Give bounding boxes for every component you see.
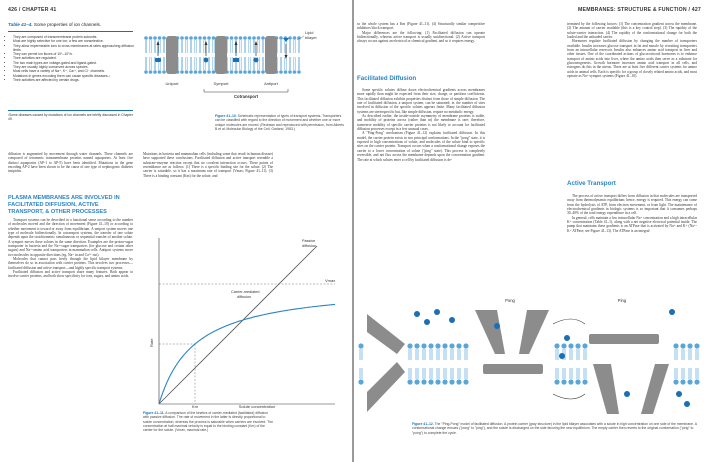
table-item: • They allow impermeable ions to cross membranes at rates approaching diffusion limits. (13, 44, 139, 53)
uniport-carrier (166, 36, 178, 74)
lipid-head (194, 36, 198, 40)
vmax-label: Vmax (325, 278, 336, 283)
table-title-text: Some properties of ion channels. (33, 22, 102, 27)
lipid-head (279, 36, 283, 40)
lipid-head (153, 36, 157, 40)
membrane-lipid-head (694, 343, 699, 348)
lipid-head (293, 36, 297, 40)
lipid-head (212, 70, 216, 74)
lipid-head (261, 70, 265, 74)
solute-dot (669, 309, 675, 315)
lipid-head (248, 70, 252, 74)
lipid-head (248, 36, 252, 40)
rate-axis-label: Rate (149, 338, 154, 347)
km-label: Km (192, 404, 198, 408)
table-item: • Their activities are regulated. (13, 56, 139, 60)
lipid-bilayer-label-2: bilayer (305, 35, 317, 40)
membrane-lipid-head (582, 343, 587, 348)
table-items (8, 35, 139, 82)
membrane-lipid-head (561, 343, 566, 348)
figure-41-11-caption-label: Figure 41–11. (143, 411, 165, 415)
membrane-lipid-head (456, 379, 461, 384)
colA-body-p1: Some specific solutes diffuse down electrochemical gradients across membranes more rapidly than might be expected from their size, charge, or partition coefficients. This facilitated diffusion exhibits properties distinct from those of simple diffusion. The rate of facilitated diffusion, a uniport system, can be saturated; ie, the number of sites involved in diffusion of the specific solutes appears finite. Many facilitated diffusion systems are stereospecific but, like simple diffusion, require no metabolic energy. (357, 88, 485, 114)
symport-carrier (215, 36, 227, 74)
lipid-head (230, 70, 234, 74)
pong-label: Pong (505, 298, 515, 303)
membrane-lipid-head (554, 379, 559, 384)
lipid-head (162, 70, 166, 74)
carrier-mediated-curve (159, 304, 335, 404)
colB-intro-p1: termined by the following factors: (1) The concentration gradient across the membrane. (2) The amount of carrier available (this is a key control step). (3) The rapidity of the solute-carrier interaction. (4) The rapidity of the conformational change for both the loaded and the unloaded carrier. (567, 22, 697, 40)
figure-41-11-caption (143, 411, 273, 432)
lipid-head (288, 70, 292, 74)
right-running-header: MEMBRANES: STRUCTURE & FUNCTION / 427 (578, 7, 701, 13)
col1-body-p2: Molecules that cannot pass freely through the lipid bilayer membrane by themselves do so in association with carrier proteins. This involves two processes—facilitated diffusion and active transport—and highly specific transport systems. (8, 257, 133, 270)
col1-body-p1: Transport systems can be described in a functional sense according to the number of molecules moved and the direction of movement (Figure 41–10) or according to whether movement is toward or away from equilibrium. A uniport system moves one type of molecule bidirectionally. In cotransport systems, the transfer of one solute depends upon the stoichiometric simultaneous or sequential transfer of another solute. A symport moves these solutes in the same direction. Examples are the proton-sugar transporter in bacteria and the Na⁺-sugar transporters (for glucose and certain other sugars) and Na⁺-amino acid transporters in mammalian cells. Antiport systems move two molecules in opposite directions (eg, Na⁺ in and Ca²⁺ out). (8, 218, 133, 257)
heading-active-transport: Active Transport (567, 180, 616, 187)
pong-carrier-base (483, 364, 543, 374)
col1-paragraph: diffusion is augmented by movement through water channels. These channels are composed of tetrameric transmembrane proteins named aquaporins. At least five distinct aquaporins (AP-1 to AP-5) have been identified. Mutations in the gene encoding AP-2 have been shown to be the cause of one type of nephrogenic diabetes insipidus. (8, 152, 133, 174)
membrane-lipid-head (449, 343, 454, 348)
membrane-lipid-head (568, 379, 573, 384)
membrane-lipid-head (407, 343, 412, 348)
colA-body-p3: A "Ping-Pong" mechanism (Figure 41–12) explains facilitated diffusion. In this model, the carrier protein exists in two principal conformations. In the "pong" state, it is exposed to high concentrations of solute, and molecules of the solute bind to specific sites on the carrier protein. Transport occurs when a conformational change exposes the carrier to a lower concentration of solute ("ping" state). This process is completely reversible, and net flux across the membrane depends upon the concentration gradient. The rate at which solutes enter a cell by facilitated diffusion is de- (357, 131, 485, 162)
solute-dot (494, 323, 500, 329)
membrane-lipid-head (358, 379, 363, 384)
lipid-head (194, 70, 198, 74)
col2-paragraph: Mutations in bacteria and mammalian cells (including some that result in human disease) have supported these conclusions. Facilitated diffusion and active transport resemble a substrate-enzyme reaction except that no covalent interaction occurs. These points of resemblance are as follows: (1) There is a specific binding site for the solute. (2) The carrier is saturable, so it has a maximum rate of transport (Vmax; Figure 41–11). (3) There is a binding constant (Km) for the solute, and (143, 152, 273, 178)
colB-active-p2: In general, cells maintain a low intracellular Na⁺ concentration and a high intracellular K⁺ concentration (Table 41–1), along with a net negative electrical potential inside. The pump that maintains these gradients is an ATPase that is activated by Na⁺ and K⁺ (Na⁺-K⁺ ATPase; see Figure 41–13). The ATPase is an integral (567, 215, 697, 233)
symport-solute-2 (233, 58, 239, 62)
lipid-head (279, 70, 283, 74)
lipid-head (180, 70, 184, 74)
membrane-lipid-head (456, 343, 461, 348)
table-title (8, 22, 101, 27)
solute-dot (424, 319, 430, 325)
membrane-lipid-head (442, 379, 447, 384)
lipid-bilayer-label-1: Lipid (305, 30, 314, 35)
solute-dot (684, 401, 690, 407)
lipid-head (261, 36, 265, 40)
lipid-head (234, 36, 238, 40)
lipid-head (203, 36, 207, 40)
membrane-lipid-head (680, 343, 685, 348)
lipid-head (158, 36, 162, 40)
solute-concentration-label: Solute concentration (238, 404, 276, 408)
lipid-head (185, 36, 189, 40)
left-carrier-half-2 (367, 362, 405, 412)
membrane-lipid-head (561, 379, 566, 384)
colA-body (357, 88, 485, 162)
solute-dot (434, 309, 440, 315)
figure-41-10-caption (215, 114, 345, 131)
lipid-head (234, 70, 238, 74)
solute-dot (414, 311, 420, 317)
table-item: • They are usually highly conserved across species. (13, 65, 139, 69)
antiport-solute-1 (254, 58, 259, 63)
colA-body-p2: As described earlier, the inside-outside asymmetry of membrane proteins is stable, and mobility of proteins across (rather than in) the membrane is rare; therefore, transverse mobility of specific carrier proteins is not likely to account for facilitated diffusion processes except in a few unusual cases. (357, 114, 485, 132)
membrane-lipid-head (407, 379, 412, 384)
lipid-head (230, 36, 234, 40)
membrane-lipid-head (414, 379, 419, 384)
lipid-head (153, 70, 157, 74)
table-item: • They can permit ion fluxes of 10⁶–10⁷/s. (13, 52, 139, 56)
carrier-label-1: Carrier-mediated (231, 290, 260, 294)
lipid-head (203, 70, 207, 74)
ping-carrier-left (593, 364, 619, 414)
lipid-head (158, 70, 162, 74)
membrane-lipid-head (463, 379, 468, 384)
figure-41-10 (142, 22, 346, 112)
pong-carrier-right (519, 310, 549, 354)
colB-active-p1: The process of active transport differs from diffusion in that molecules are transported away from thermodynamic equilibrium; hence, energy is required. This energy can come from the hydrolysis of ATP, from electron movement, or from light. The maintenance of electrochemical gradients in biologic systems is so important that it consumes perhaps 30–40% of the total energy expenditure in a cell. (567, 194, 697, 216)
membrane-lipid-head (414, 343, 419, 348)
membrane-lipid-head (554, 343, 559, 348)
membrane-lipid-head (421, 343, 426, 348)
figure-41-11 (139, 232, 344, 408)
membrane-lipid-head (582, 379, 587, 384)
membrane-lipid-head (428, 379, 433, 384)
figure-41-11-caption-text: A comparison of the kinetics of carrier-mediated (facilitated) diffusion with passive diffusion. The rate of movement in the latter is directly proportional to solute concentration, whereas the process is saturable when carriers are involved. The concentration at half-maximal velocity is equal to the binding constant (Km) of the carrier for the solute. (Vmax, maximal rate.) (143, 411, 273, 433)
col1-body-p3: Facilitated diffusion and active transport share many features. Both appear to involve carrier proteins, and both show specificity for ions, sugars, and amino acids. (8, 270, 133, 279)
lipid-head (189, 70, 193, 74)
lipid-head (212, 36, 216, 40)
membrane-lipid-head (435, 379, 440, 384)
lipid-head (185, 70, 189, 74)
table-rule-top (8, 31, 133, 32)
membrane-lipid-head (575, 343, 580, 348)
antiport-label: Antiport (264, 81, 278, 86)
lipid-head (180, 36, 184, 40)
table-rule-bottom (8, 110, 133, 111)
table-title-label: Table 41–4. (8, 22, 33, 27)
ping-carrier-right (641, 364, 669, 414)
right-page (354, 0, 707, 462)
lipid-head (149, 36, 153, 40)
left-carrier-half-1 (367, 314, 405, 354)
membrane-lipid-head (687, 379, 692, 384)
ping-to-pong-arrow (553, 394, 585, 399)
figure-41-12-caption (412, 422, 702, 435)
symport-label: Symport (213, 81, 229, 86)
lipid-head (257, 36, 261, 40)
lipid-head (162, 36, 166, 40)
solute-dot (676, 391, 682, 397)
colA-intro-p1: so the whole system has a Km (Figure 41–11). (4) Structurally similar competitive inhibitors block transport. (357, 22, 485, 31)
left-running-header: 426 / CHAPTER 41 (8, 7, 57, 13)
uniport-label: Uniport (165, 81, 179, 86)
lipid-head (239, 36, 243, 40)
lipid-head (198, 70, 202, 74)
solute-dot (559, 353, 565, 359)
membrane-lipid-head (568, 343, 573, 348)
membrane-lipid-head (421, 379, 426, 384)
membrane-lipid-head (575, 379, 580, 384)
ping-carrier-top (589, 334, 659, 344)
figure-41-10-caption-text: Schematic representation of types of transport systems. Transporters can be classified with regard to the direction of movement and whether one or more unique molecules are moved. (Redrawn and reproduced with permission, from Alberts B et al: Molecular Biology of the Cell, Garland, 1983.) (215, 114, 344, 131)
ping-label: Ping (617, 298, 627, 303)
lipid-head (243, 36, 247, 40)
colA-intro (357, 22, 485, 44)
table-item: • Mutations in genes encoding them can cause specific diseases.¹ (13, 74, 139, 78)
heading-facilitated-diffusion: Facilitated Diffusion (357, 75, 417, 82)
membrane-lipid-head (687, 343, 692, 348)
lipid-head (243, 70, 247, 74)
uniport-solute (155, 58, 161, 62)
membrane-lipid-head (673, 379, 678, 384)
table-item: • Their activities are affected by certain drugs. (13, 78, 139, 82)
passive-diffusion-label-2: diffusion (302, 244, 317, 248)
pong-to-ping-arrow (553, 319, 585, 324)
table-item: • They are composed of transmembrane protein subunits. (13, 35, 139, 39)
lipid-head (293, 70, 297, 74)
lipid-head (207, 70, 211, 74)
lipid-head (252, 36, 256, 40)
solute-dot (624, 391, 630, 397)
figure-41-10-caption-label: Figure 41–10. (215, 114, 237, 118)
solute-dot (564, 335, 570, 341)
solute-dot (449, 317, 455, 323)
colB-intro (567, 22, 697, 78)
colB-active (567, 194, 697, 233)
colB-hormones: Hormones regulate facilitated diffusion by changing the number of transporters available. Insulin increases glucose transport in fat and muscle by recruiting transporters from an intracellular reservoir. Insulin also enhances amino acid transport in liver and other tissues. One of the coordinated actions of glucocorticoid hormones is to enhance transport of amino acids into liver, where the amino acids then serve as a substrate for gluconeogenesis. Growth hormone increases amino acid transport in all cells, and estrogens do this in the uterus. There are at least five different carrier systems for amino acids in animal cells. Each is specific for a group of closely related amino acids, and most operate as Na⁺-symport systems (Figure 41–10). (567, 39, 697, 79)
lipid-head (189, 36, 193, 40)
figure-41-12-caption-text: The "Ping-Pong" model of facilitated diffusion. A protein carrier (gray structure) in the lipid bilayer associates with a solute in high concentration on one side of the membrane. A conformational change ensues ("pong" to "ping"), and the solute is discharged on the side favoring the new equilibrium. The empty carrier then reverts to the original conformation ("ping" to "pong") to complete the cycle. (412, 422, 697, 435)
antiport-carrier (265, 36, 277, 74)
symport-solute-1 (204, 58, 209, 63)
membrane-lipid-head (680, 379, 685, 384)
membrane-lipid-head (428, 343, 433, 348)
lipid-head (144, 70, 148, 74)
membrane-lipid-head (449, 379, 454, 384)
membrane-lipid-head (442, 343, 447, 348)
lipid-head (284, 70, 288, 74)
membrane-lipid-head (673, 343, 678, 348)
cotransport-bracket (204, 89, 288, 92)
passive-diffusion-line (159, 246, 317, 404)
membrane-lipid-head (694, 379, 699, 384)
lipid-head (207, 36, 211, 40)
lipid-head (198, 36, 202, 40)
table-item: • The two main types are voltage-gated and ligand-gated. (13, 61, 139, 65)
carrier-label-2: diffusion (237, 295, 252, 299)
lipid-head (257, 70, 261, 74)
figure-41-12 (357, 294, 702, 422)
colA-intro-p2: Major differences are the following: (1) Facilitated diffusion can operate bidirectionally, whereas active transport is usually unidirectional. (2) Active transport always occurs against an electrical or chemical gradient, and so it requires energy. (357, 30, 485, 44)
figure-41-12-caption-label: Figure 41–12. (412, 422, 434, 426)
col1-body (8, 218, 133, 279)
lipid-head (149, 70, 153, 74)
membrane-lipid-head (463, 343, 468, 348)
lipid-head (252, 70, 256, 74)
lipid-head (239, 70, 243, 74)
lipid-head (297, 70, 301, 74)
table-footnote: ¹Some diseases caused by mutations of ion channels are briefly discussed in Chapter 49. (8, 113, 133, 122)
left-page (0, 0, 352, 462)
table-item: • Most cells have a variety of Na⁺, K⁺, Ca²⁺, and Cl⁻ channels. (13, 69, 139, 73)
membrane-lipid-head (435, 343, 440, 348)
membrane-lipid-head (358, 343, 363, 348)
pong-carrier-left (475, 310, 505, 354)
table-item: • Most are highly selective for one ion; a few are nonselective. (13, 39, 139, 43)
passive-diffusion-label: Passive (302, 239, 316, 243)
antiport-solute-2 (283, 38, 289, 42)
section-heading: PLASMA MEMBRANES ARE INVOLVED IN FACILITATED DIFFUSION, ACTIVE TRANSPORT, & OTHER PROCESSES (8, 195, 120, 215)
cotransport-label: Cotransport (234, 94, 258, 99)
lipid-head (144, 36, 148, 40)
